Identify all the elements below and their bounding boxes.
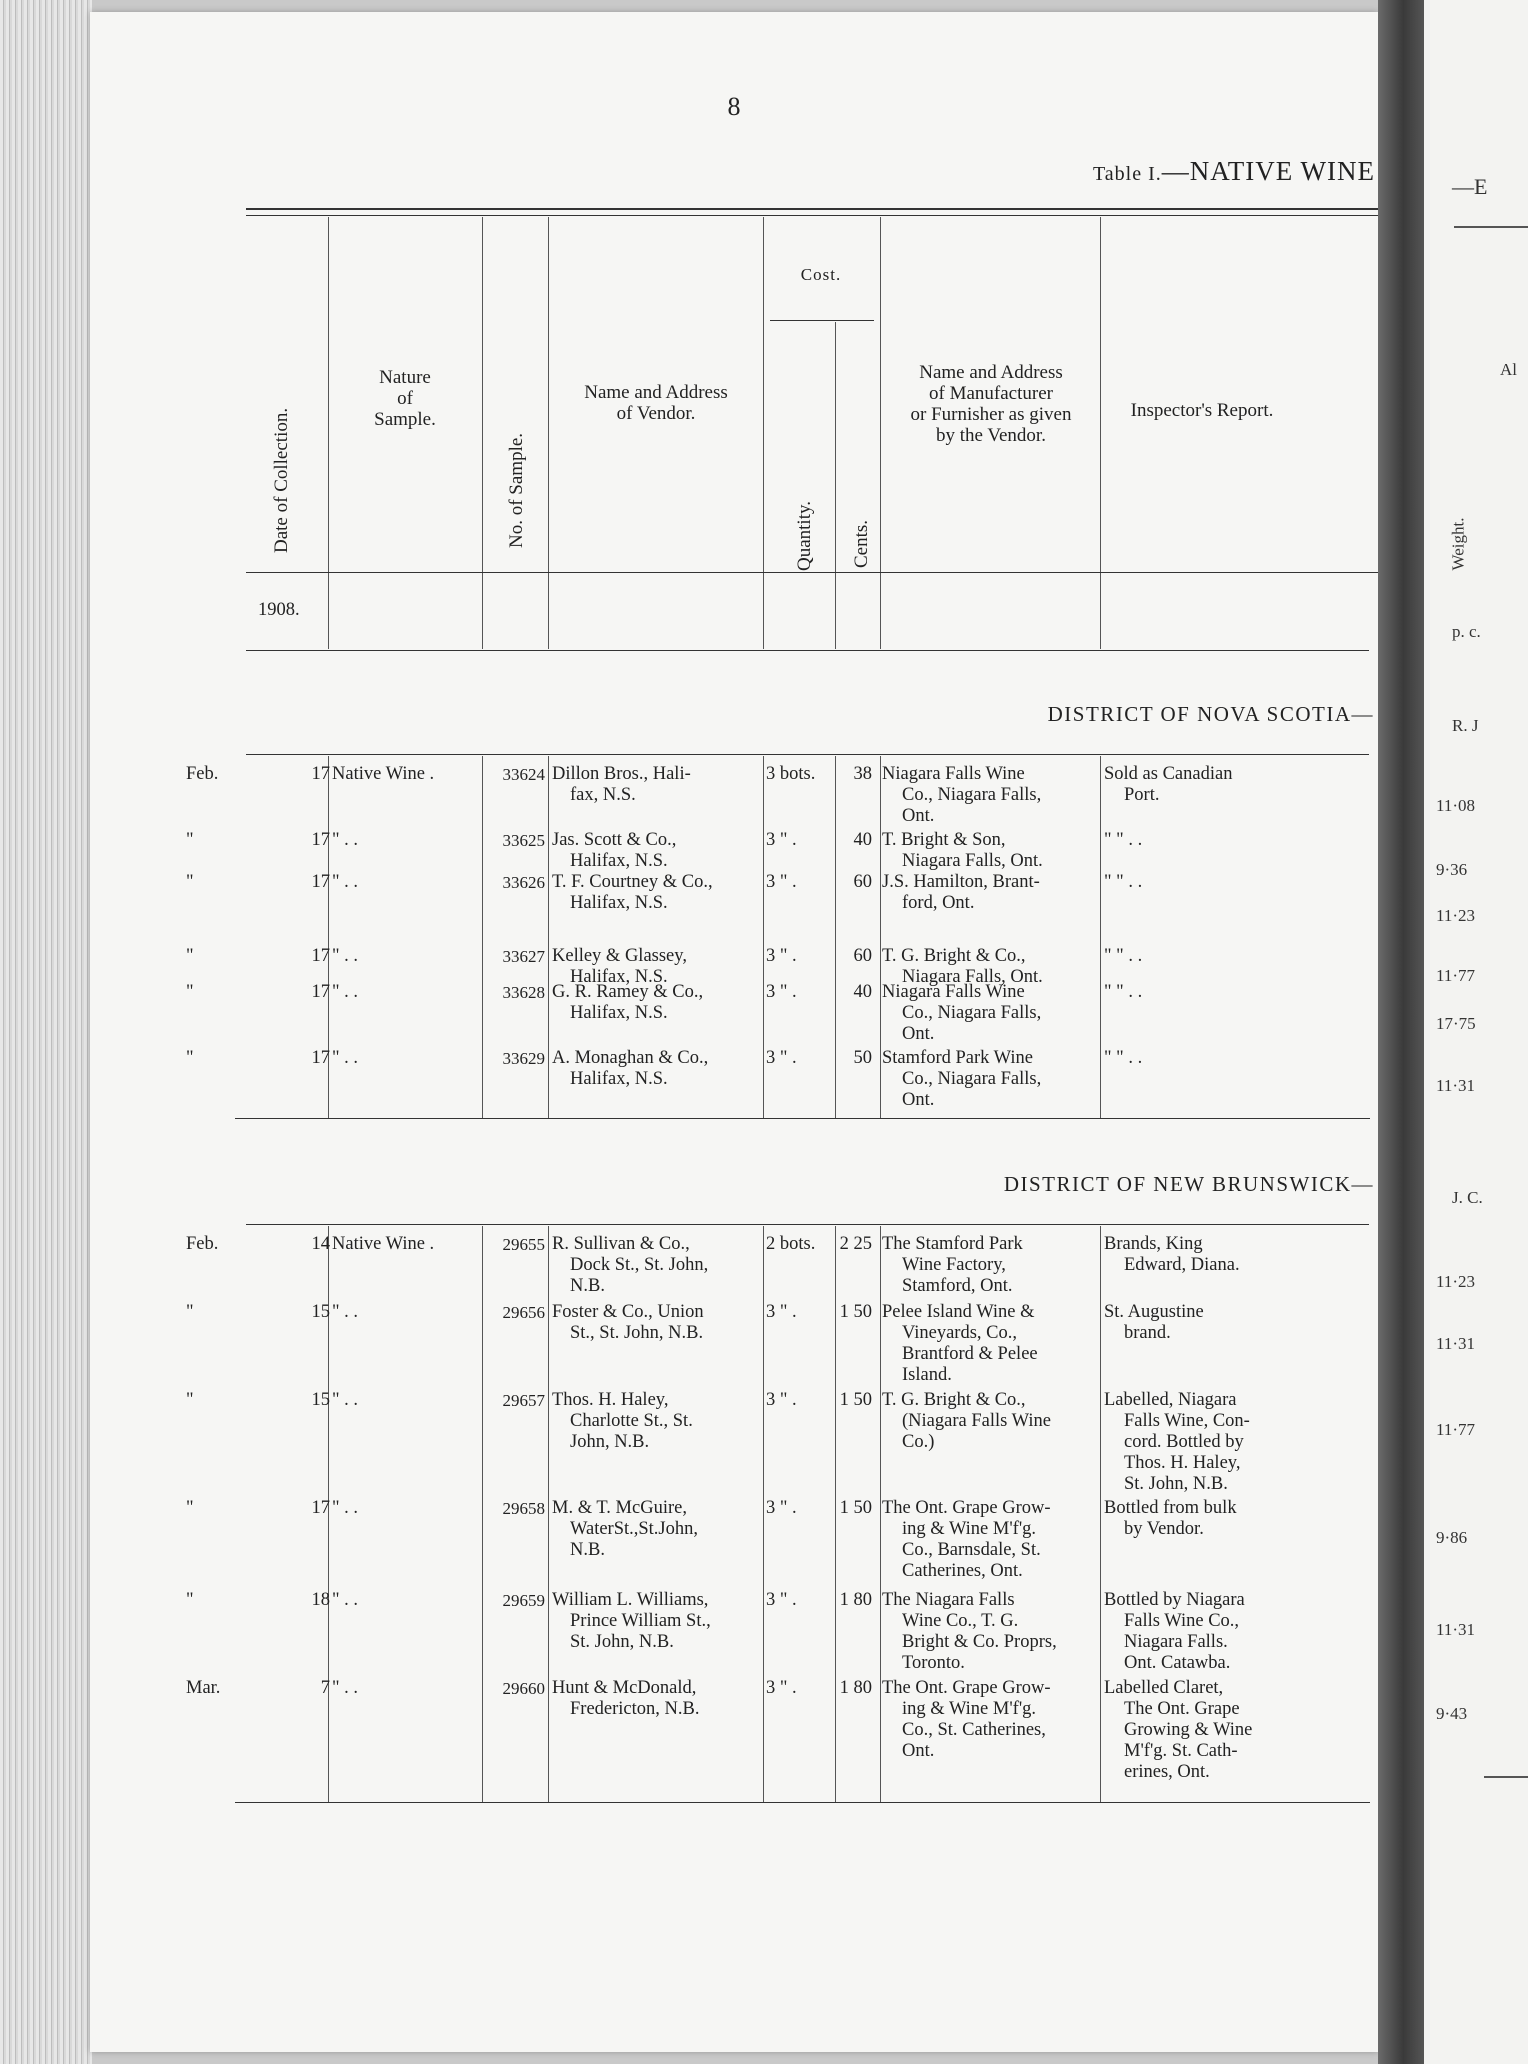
collection-day: 7 — [320, 1678, 330, 1698]
inspector-report-line: brand. — [1124, 1323, 1171, 1343]
inspector-report-line: " " . . — [1104, 946, 1143, 966]
manufacturer-line: The Ont. Grape Grow- — [882, 1498, 1051, 1518]
vendor-line: Halifax, N.S. — [570, 851, 668, 871]
col-divider — [1100, 756, 1101, 1118]
manufacturer-line: The Ont. Grape Grow- — [882, 1678, 1051, 1698]
sample-nature: " . . — [332, 872, 359, 892]
sample-number: 33625 — [502, 831, 545, 850]
collection-day: 17 — [311, 872, 330, 892]
section-bottom-rule — [235, 1802, 1370, 1803]
header-sample-number: No. of Sample. — [506, 432, 527, 548]
manufacturer-line: Co.) — [902, 1432, 935, 1452]
manufacturer-line: Bright & Co. Proprs, — [902, 1632, 1057, 1652]
collection-month: " — [186, 982, 194, 1002]
manufacturer-line: Ont. — [902, 1024, 935, 1044]
sample-number: 33624 — [502, 765, 545, 784]
book-binding-edge — [0, 0, 92, 2064]
vendor-line: Halifax, N.S. — [570, 1069, 668, 1089]
district-heading: DISTRICT OF NOVA SCOTIA— — [1047, 702, 1374, 726]
vendor-line: M. & T. McGuire, — [552, 1498, 687, 1518]
sample-nature: " . . — [332, 982, 359, 1002]
quantity: 3 bots. — [766, 764, 816, 784]
inspector-report-line: Bottled by Niagara — [1104, 1590, 1245, 1610]
cents: 2 25 — [839, 1234, 872, 1254]
collection-day: 17 — [311, 830, 330, 850]
inspector-report-line: " " . . — [1104, 982, 1143, 1002]
manufacturer-line: Niagara Falls Wine — [882, 764, 1025, 784]
cents: 50 — [853, 1048, 872, 1068]
collection-month: " — [186, 1302, 194, 1322]
sample-nature: " . . — [332, 1302, 359, 1322]
facing-rule — [1454, 226, 1528, 228]
manufacturer-line: Catherines, Ont. — [902, 1561, 1023, 1581]
manufacturer-line: Niagara Falls, Ont. — [902, 967, 1043, 987]
manufacturer-line: Ont. — [902, 806, 935, 826]
cents: 1 80 — [839, 1678, 872, 1698]
page-number: 8 — [727, 92, 741, 121]
manufacturer-line: ing & Wine M'f'g. — [902, 1699, 1037, 1719]
header-nature: Nature of Sample. — [374, 367, 436, 430]
inspector-report-line: The Ont. Grape — [1124, 1699, 1240, 1719]
facing-page — [1424, 0, 1528, 2064]
district-heading: DISTRICT OF NEW BRUNSWICK— — [1003, 1172, 1374, 1196]
manufacturer-line: Stamford, Ont. — [902, 1276, 1013, 1296]
sample-number: 29656 — [502, 1303, 545, 1322]
cents: 60 — [853, 872, 872, 892]
facing-value: 9·36 — [1436, 860, 1468, 879]
header-rule-top — [246, 208, 1381, 210]
collection-month: Mar. — [186, 1678, 221, 1698]
facing-value: 9·43 — [1436, 1704, 1468, 1723]
header-manufacturer: Name and Address of Manufacturer or Furnisher as given by the Vendor. — [910, 362, 1072, 446]
manufacturer-line: Island. — [902, 1365, 952, 1385]
manufacturer-line: Vineyards, Co., — [902, 1323, 1018, 1343]
vendor-line: St. John, N.B. — [570, 1632, 674, 1652]
vendor-line: G. R. Ramey & Co., — [552, 982, 704, 1002]
collection-month: " — [186, 830, 194, 850]
vendor-line: Halifax, N.S. — [570, 967, 668, 987]
cents: 40 — [853, 830, 872, 850]
header-cost: Cost. — [800, 265, 842, 284]
vendor-line: fax, N.S. — [570, 785, 636, 805]
vendor-line: WaterSt.,St.John, — [570, 1519, 699, 1539]
quantity: 2 bots. — [766, 1234, 816, 1254]
inspector-report-line: Thos. H. Haley, — [1124, 1453, 1241, 1473]
facing-header-fragment: —E — [1452, 174, 1488, 199]
facing-value: 11·23 — [1436, 906, 1476, 925]
book-gutter — [1378, 0, 1424, 2064]
inspector-report-line: Edward, Diana. — [1124, 1255, 1240, 1275]
sample-nature: Native Wine . — [332, 1234, 435, 1254]
collection-month: " — [186, 946, 194, 966]
sample-nature: " . . — [332, 1048, 359, 1068]
vendor-line: Kelley & Glassey, — [552, 946, 687, 966]
document-page — [90, 12, 1378, 2052]
vendor-line: Halifax, N.S. — [570, 893, 668, 913]
inspector-report-line: Ont. Catawba. — [1124, 1653, 1231, 1673]
manufacturer-line: Stamford Park Wine — [882, 1048, 1033, 1068]
vendor-line: St., St. John, N.B. — [570, 1323, 704, 1343]
cents: 1 80 — [839, 1590, 872, 1610]
inspector-report-line: Labelled Claret, — [1104, 1678, 1224, 1698]
facing-value: 11·77 — [1436, 966, 1476, 985]
col-divider — [880, 756, 881, 1118]
collection-month: Feb. — [186, 1234, 219, 1254]
vendor-line: Dock St., St. John, — [570, 1255, 709, 1275]
quantity: 3 " . — [766, 982, 797, 1002]
vendor-line: Prince William St., — [570, 1611, 711, 1631]
cents: 60 — [853, 946, 872, 966]
manufacturer-line: T. G. Bright & Co., — [882, 946, 1026, 966]
inspector-report-line: Port. — [1124, 785, 1160, 805]
facing-value: 11·08 — [1436, 796, 1476, 815]
vendor-line: William L. Williams, — [552, 1590, 709, 1610]
vendor-line: Jas. Scott & Co., — [552, 830, 677, 850]
manufacturer-line: The Niagara Falls — [882, 1590, 1015, 1610]
vendor-line: Dillon Bros., Hali- — [552, 764, 691, 784]
vendor-line: Charlotte St., St. — [570, 1411, 693, 1431]
sample-number: 29658 — [502, 1499, 545, 1518]
manufacturer-line: Pelee Island Wine & — [882, 1302, 1035, 1322]
year-label: 1908. — [258, 600, 300, 620]
quantity: 3 " . — [766, 830, 797, 850]
col-divider — [482, 1226, 483, 1802]
col-divider — [548, 756, 549, 1118]
col-divider — [835, 322, 836, 649]
quantity: 3 " . — [766, 1678, 797, 1698]
quantity: 3 " . — [766, 1590, 797, 1610]
vendor-line: Foster & Co., Union — [552, 1302, 704, 1322]
col-divider — [548, 1226, 549, 1802]
inspector-report-line: Falls Wine, Con- — [1124, 1411, 1250, 1431]
facing-value: 9·86 — [1436, 1528, 1468, 1547]
collection-month: " — [186, 1498, 194, 1518]
cents: 1 50 — [839, 1498, 872, 1518]
col-divider — [763, 217, 764, 649]
facing-value: 11·31 — [1436, 1620, 1476, 1639]
sample-nature: " . . — [332, 946, 359, 966]
inspector-report-line: St. John, N.B. — [1124, 1474, 1228, 1494]
manufacturer-line: Niagara Falls, Ont. — [902, 851, 1043, 871]
inspector-report-line: Falls Wine Co., — [1124, 1611, 1240, 1631]
col-divider — [328, 217, 329, 649]
cost-rule — [770, 320, 874, 321]
manufacturer-line: T. G. Bright & Co., — [882, 1390, 1026, 1410]
inspector-report-line: Bottled from bulk — [1104, 1498, 1237, 1518]
facing-bottom-rule — [1484, 1776, 1528, 1778]
sample-nature: " . . — [332, 1498, 359, 1518]
manufacturer-line: Ont. — [902, 1741, 935, 1761]
sample-nature: " . . — [332, 1390, 359, 1410]
collection-day: 17 — [311, 1048, 330, 1068]
quantity: 3 " . — [766, 1390, 797, 1410]
header-rule-top-thin — [246, 215, 1381, 216]
col-divider — [1100, 1226, 1101, 1802]
vendor-line: Halifax, N.S. — [570, 1003, 668, 1023]
collection-day: 17 — [311, 946, 330, 966]
collection-month: Feb. — [186, 764, 219, 784]
cents: 40 — [853, 982, 872, 1002]
inspector-report-line: erines, Ont. — [1124, 1762, 1210, 1782]
quantity: 3 " . — [766, 1048, 797, 1068]
inspector-report-line: Niagara Falls. — [1124, 1632, 1228, 1652]
sample-number: 29659 — [502, 1591, 545, 1610]
manufacturer-line: Toronto. — [902, 1653, 965, 1673]
manufacturer-line: Wine Factory, — [902, 1255, 1006, 1275]
vendor-line: John, N.B. — [570, 1432, 650, 1452]
manufacturer-line: (Niagara Falls Wine — [902, 1411, 1051, 1431]
manufacturer-line: Co., Barnsdale, St. — [902, 1540, 1041, 1560]
facing-value: 11·23 — [1436, 1272, 1476, 1291]
quantity: 3 " . — [766, 1498, 797, 1518]
sample-nature: Native Wine . — [332, 764, 435, 784]
collection-day: 18 — [311, 1590, 330, 1610]
facing-value: 11·77 — [1436, 1420, 1476, 1439]
manufacturer-line: ing & Wine M'f'g. — [902, 1519, 1037, 1539]
quantity: 3 " . — [766, 1302, 797, 1322]
vendor-line: A. Monaghan & Co., — [552, 1048, 709, 1068]
cents: 1 50 — [839, 1302, 872, 1322]
sample-nature: " . . — [332, 1678, 359, 1698]
header-inspector-report: Inspector's Report. — [1130, 400, 1274, 421]
cents: 38 — [853, 764, 872, 784]
manufacturer-line: Niagara Falls Wine — [882, 982, 1025, 1002]
inspector-report-line: M'f'g. St. Cath- — [1124, 1741, 1238, 1761]
inspector-report-line: by Vendor. — [1124, 1519, 1204, 1539]
inspector-report-line: St. Augustine — [1104, 1302, 1204, 1322]
year-rule — [246, 650, 1369, 651]
facing-col-header: Al — [1500, 360, 1517, 379]
collection-month: " — [186, 1390, 194, 1410]
header-date: Date of Collection. — [271, 407, 292, 553]
header-quantity: Quantity. — [794, 500, 815, 571]
vendor-line: Hunt & McDonald, — [552, 1678, 697, 1698]
facing-unit: p. c. — [1452, 622, 1481, 641]
inspector-report-line: Brands, King — [1104, 1234, 1203, 1254]
collection-month: " — [186, 872, 194, 892]
facing-nb-initial: J. C. — [1452, 1188, 1483, 1207]
sample-number: 33626 — [502, 873, 545, 892]
vendor-line: T. F. Courtney & Co., — [552, 872, 713, 892]
col-divider — [482, 217, 483, 649]
sample-nature: " . . — [332, 830, 359, 850]
inspector-report-line: " " . . — [1104, 830, 1143, 850]
vendor-line: Thos. H. Haley, — [552, 1390, 669, 1410]
manufacturer-line: Co., Niagara Falls, — [902, 1069, 1042, 1089]
quantity: 3 " . — [766, 946, 797, 966]
collection-day: 14 — [311, 1234, 330, 1254]
inspector-report-line: " " . . — [1104, 872, 1143, 892]
col-divider — [763, 756, 764, 1118]
table-title — [1093, 156, 1375, 187]
collection-day: 17 — [311, 1498, 330, 1518]
facing-value: 11·31 — [1436, 1076, 1476, 1095]
inspector-report-line: " " . . — [1104, 1048, 1143, 1068]
collection-day: 17 — [311, 982, 330, 1002]
sample-number: 29660 — [502, 1679, 545, 1698]
manufacturer-line: Co., St. Catherines, — [902, 1720, 1046, 1740]
manufacturer-line: Brantford & Pelee — [902, 1344, 1038, 1364]
facing-ns-initial: R. J — [1452, 716, 1479, 735]
table-title-main: —NATIVE WINE — [1161, 156, 1375, 186]
table-title-prefix: Table I. — [1092, 163, 1162, 185]
header-rule-bottom — [246, 572, 1381, 573]
col-divider — [548, 217, 549, 649]
section-bottom-rule — [235, 1118, 1370, 1119]
col-divider — [482, 756, 483, 1118]
facing-value: 11·31 — [1436, 1334, 1476, 1353]
vendor-line: N.B. — [570, 1540, 605, 1560]
cents: 1 50 — [839, 1390, 872, 1410]
manufacturer-line: T. Bright & Son, — [882, 830, 1006, 850]
header-vendor: Name and Address of Vendor. — [584, 382, 728, 424]
col-divider — [763, 1226, 764, 1802]
collection-month: " — [186, 1590, 194, 1610]
sample-number: 33628 — [502, 983, 545, 1002]
inspector-report-line: Labelled, Niagara — [1104, 1390, 1237, 1410]
collection-day: 17 — [311, 764, 330, 784]
facing-weight-header: Weight. — [1448, 517, 1468, 571]
collection-month: " — [186, 1048, 194, 1068]
vendor-line: R. Sullivan & Co., — [552, 1234, 690, 1254]
inspector-report-line: Growing & Wine — [1124, 1720, 1253, 1740]
inspector-report-line: Sold as Canadian — [1104, 764, 1233, 784]
manufacturer-line: Co., Niagara Falls, — [902, 785, 1042, 805]
quantity: 3 " . — [766, 872, 797, 892]
district-rule — [246, 1224, 1369, 1225]
vendor-line: N.B. — [570, 1276, 605, 1296]
inspector-report-line: cord. Bottled by — [1124, 1432, 1244, 1452]
district-rule — [246, 754, 1369, 755]
facing-value: 17·75 — [1436, 1014, 1476, 1033]
sample-nature: " . . — [332, 1590, 359, 1610]
sample-number: 33627 — [502, 947, 545, 966]
manufacturer-line: J.S. Hamilton, Brant- — [882, 872, 1040, 892]
vendor-line: Fredericton, N.B. — [570, 1699, 700, 1719]
manufacturer-line: ford, Ont. — [902, 893, 975, 913]
manufacturer-line: Co., Niagara Falls, — [902, 1003, 1042, 1023]
sample-number: 29657 — [502, 1391, 545, 1410]
header-cents: Cents. — [851, 519, 872, 568]
manufacturer-line: Ont. — [902, 1090, 935, 1110]
collection-day: 15 — [311, 1390, 330, 1410]
sample-number: 33629 — [502, 1049, 545, 1068]
manufacturer-line: Wine Co., T. G. — [902, 1611, 1019, 1631]
collection-day: 15 — [311, 1302, 330, 1322]
manufacturer-line: The Stamford Park — [882, 1234, 1023, 1254]
sample-number: 29655 — [502, 1235, 545, 1254]
col-divider — [880, 1226, 881, 1802]
